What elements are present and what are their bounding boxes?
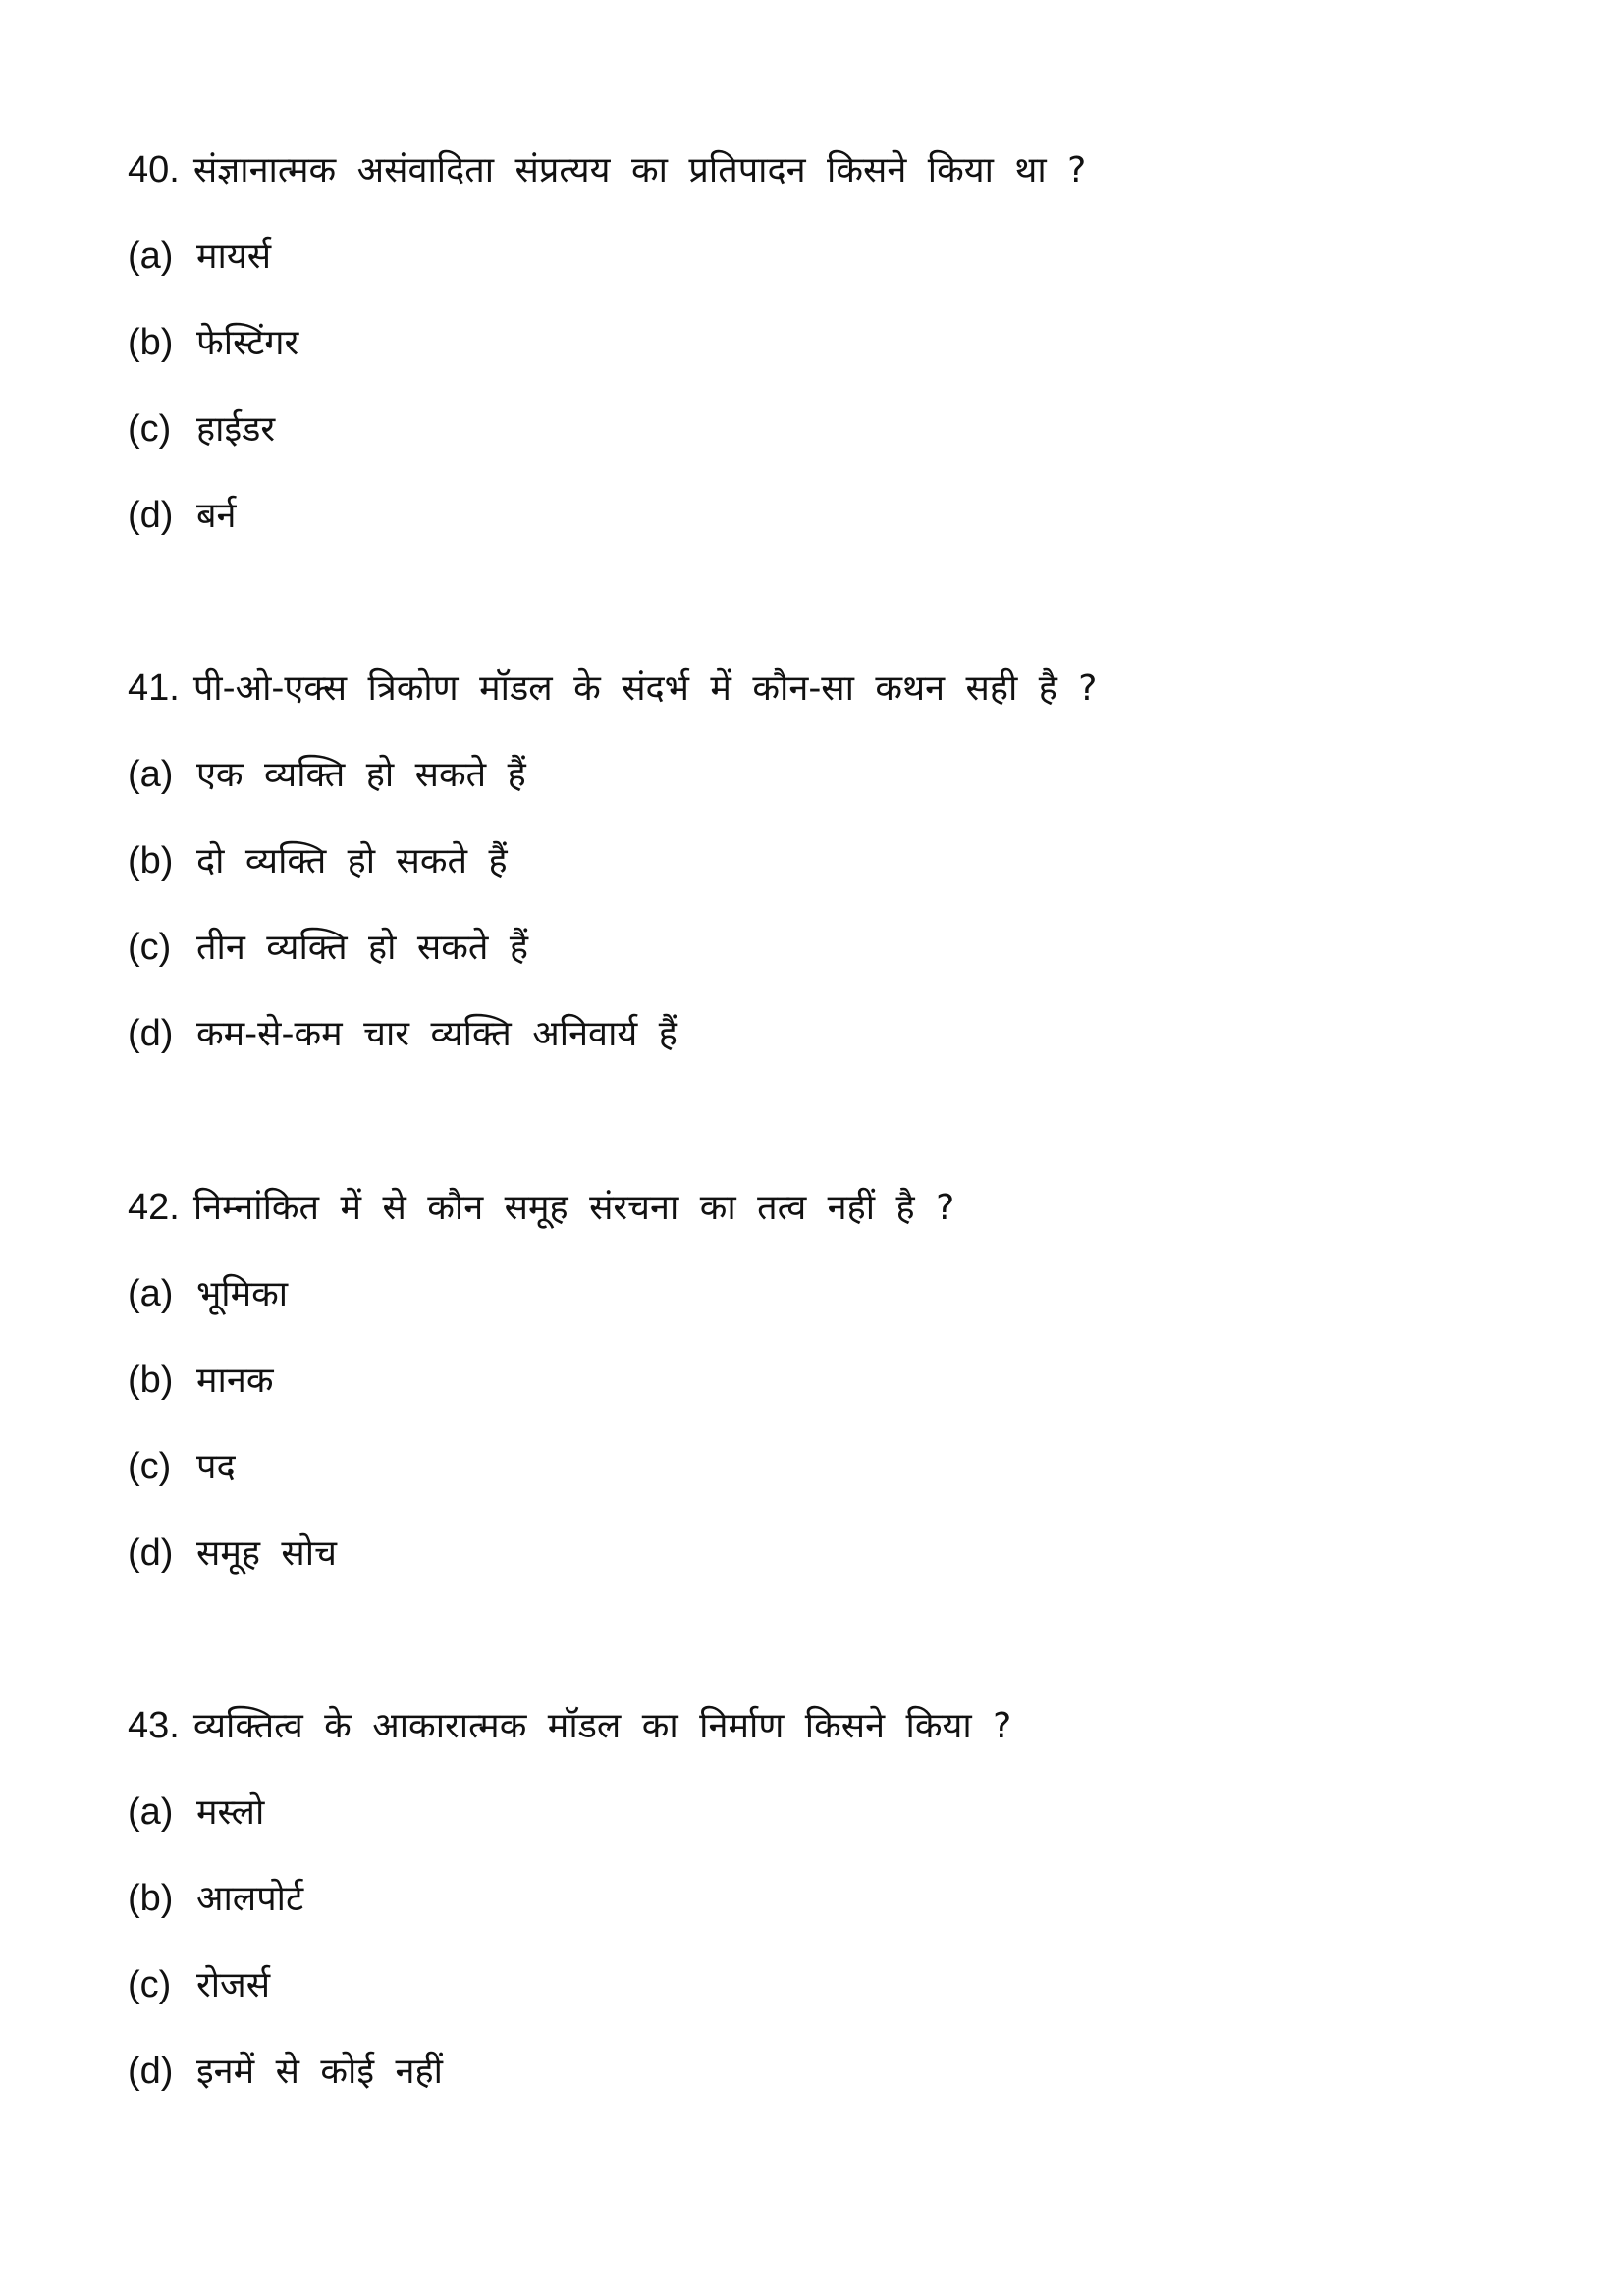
question-41 <box>128 645 1502 1077</box>
option-text: मस्लो <box>196 1792 265 1833</box>
question-stem <box>128 127 1502 213</box>
option-label: (c) <box>128 1446 172 1487</box>
question-text: व्यक्तित्व के आकारात्मक मॉडल का निर्माण किसने किया ? <box>192 1706 1012 1746</box>
question-43 <box>128 1682 1502 2114</box>
option-label: (b) <box>128 840 174 881</box>
option-text: तीन व्यक्ति हो सकते हैं <box>196 928 528 968</box>
option-label: (c) <box>128 927 172 968</box>
option-text: पद <box>196 1447 236 1487</box>
question-stem <box>128 645 1502 731</box>
question-text: निम्नांकित में से कौन समूह संरचना का तत्व नहीं है ? <box>192 1188 955 1228</box>
option-label: (c) <box>128 1964 172 2005</box>
option-label: (a) <box>128 1273 174 1314</box>
option-text: रोजर्स <box>196 1965 271 2005</box>
option-text: कम-से-कम चार व्यक्ति अनिवार्य हैं <box>196 1014 677 1054</box>
option-label: (a) <box>128 236 174 277</box>
option-d <box>128 1510 1502 1596</box>
option-label: (c) <box>128 408 172 450</box>
question-number: 41. <box>128 667 180 709</box>
option-label: (b) <box>128 1878 174 1919</box>
option-c <box>128 1942 1502 2028</box>
option-c <box>128 1423 1502 1510</box>
option-label: (b) <box>128 322 174 363</box>
option-text: मायर्स <box>196 237 272 277</box>
option-text: भूमिका <box>196 1274 289 1314</box>
question-text: पी-ओ-एक्स त्रिकोण मॉडल के संदर्भ में कौन-सा कथन सही है ? <box>192 668 1098 709</box>
option-label: (d) <box>128 1532 174 1574</box>
option-a <box>128 1251 1502 1337</box>
option-a <box>128 213 1502 299</box>
option-d <box>128 2028 1502 2114</box>
option-text: समूह सोच <box>196 1533 337 1574</box>
option-a <box>128 1769 1502 1855</box>
option-text: मानक <box>196 1361 274 1401</box>
option-text: आलपोर्ट <box>196 1879 304 1919</box>
option-label: (a) <box>128 754 174 795</box>
option-b <box>128 299 1502 386</box>
question-number: 42. <box>128 1187 180 1228</box>
option-text: फेस्टिंगर <box>196 323 299 363</box>
question-number: 40. <box>128 149 180 190</box>
option-b <box>128 1337 1502 1423</box>
option-text: बर्न <box>196 496 237 536</box>
question-number: 43. <box>128 1705 180 1746</box>
option-text: एक व्यक्ति हो सकते हैं <box>196 755 526 795</box>
option-a <box>128 731 1502 818</box>
option-text: दो व्यक्ति हो सकते हैं <box>196 841 508 881</box>
option-label: (d) <box>128 1013 174 1054</box>
option-c <box>128 386 1502 472</box>
option-d <box>128 472 1502 559</box>
question-stem <box>128 1164 1502 1251</box>
option-b <box>128 1855 1502 1942</box>
option-text: हाईडर <box>196 409 276 450</box>
option-d <box>128 990 1502 1077</box>
question-stem <box>128 1682 1502 1769</box>
option-label: (a) <box>128 1791 174 1833</box>
option-label: (d) <box>128 2051 174 2092</box>
option-text: इनमें से कोई नहीं <box>196 2052 443 2092</box>
option-c <box>128 904 1502 990</box>
question-text: संज्ञानात्मक असंवादिता संप्रत्यय का प्रतिपादन किसने किया था ? <box>192 150 1087 190</box>
option-b <box>128 818 1502 904</box>
question-40 <box>128 127 1502 559</box>
option-label: (d) <box>128 495 174 536</box>
question-42 <box>128 1164 1502 1596</box>
option-label: (b) <box>128 1360 174 1401</box>
